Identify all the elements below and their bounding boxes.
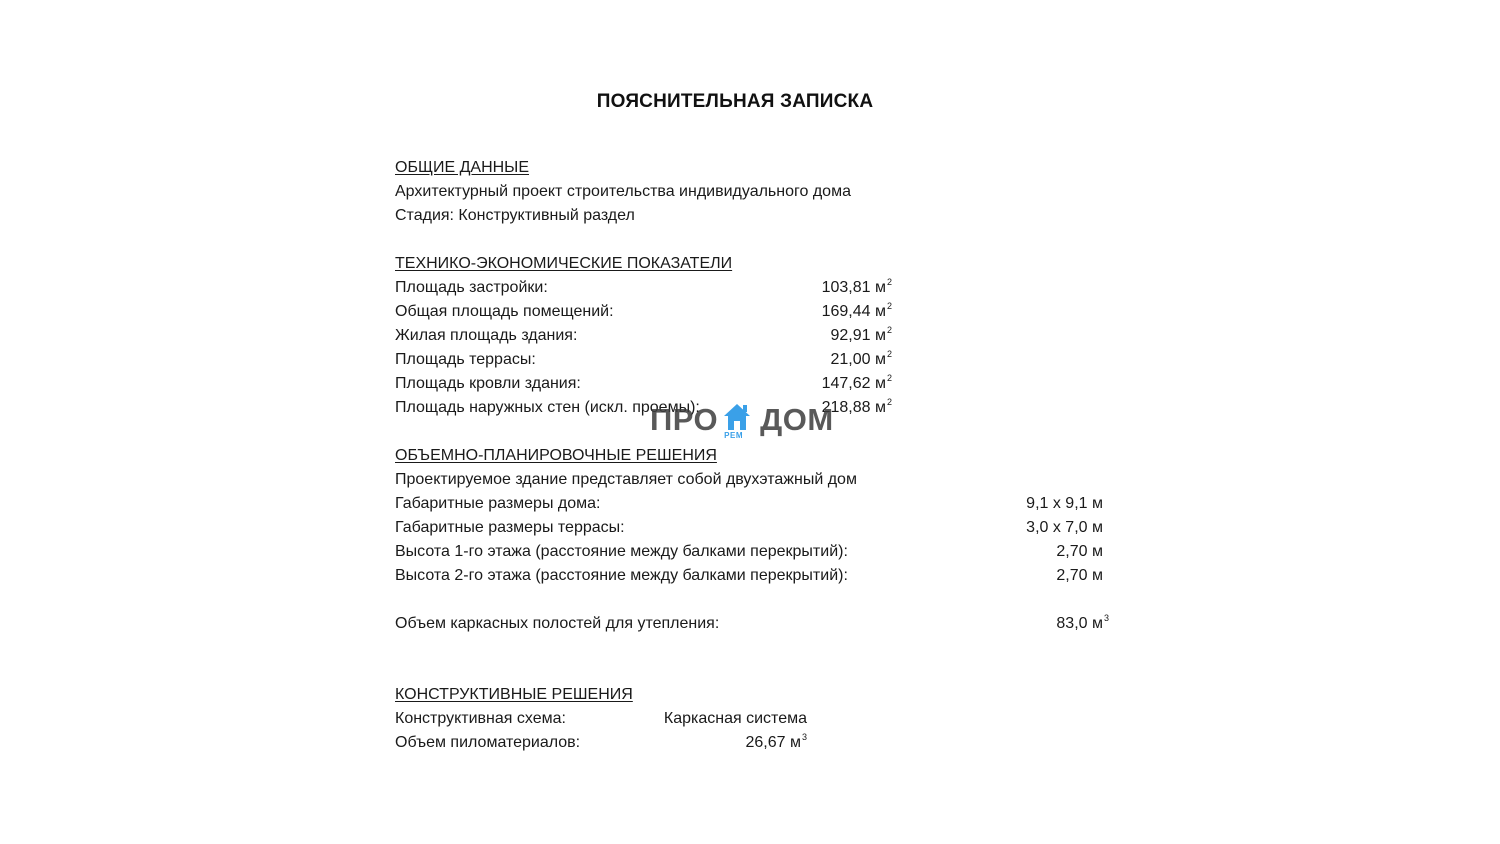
construction-label: Объем пиломатериалов:: [395, 734, 581, 751]
volume-value: 83,0 $м^3$: [1056, 613, 1109, 632]
general-line: Стадия: Конструктивный раздел: [395, 207, 635, 224]
planning-label: Высота 2-го этажа (расстояние между балками перекрытий):: [395, 567, 848, 584]
watermark-small-text: РЕМ: [724, 431, 744, 440]
indicator-value: 147,62 $м^2$: [821, 373, 892, 392]
planning-label: Высота 1-го этажа (расстояние между балками перекрытий):: [395, 543, 848, 560]
indicator-label: Площадь наружных стен (искл. проемы):: [395, 399, 700, 416]
section-heading-general: ОБЩИЕ ДАННЫЕ: [395, 159, 530, 176]
watermark-text-left: ПРО: [650, 402, 719, 437]
construction-value: 26,67 $м^3$: [745, 732, 807, 751]
planning-value: 9,1 x 9,1 м: [1026, 495, 1103, 512]
indicator-value: 103,81 $м^2$: [821, 277, 892, 296]
indicator-label: Площадь террасы:: [395, 351, 536, 368]
indicator-value: 218,88 $м^2$: [821, 397, 892, 416]
planning-value: 2,70 м: [1056, 543, 1103, 560]
volume-label: Объем каркасных полостей для утепления:: [395, 615, 720, 632]
watermark-text-right: ДОМ: [760, 402, 834, 437]
indicator-value: 169,44 $м^2$: [821, 301, 892, 320]
indicator-label: Площадь кровли здания:: [395, 375, 581, 392]
indicator-label: Жилая площадь здания:: [395, 327, 578, 344]
planning-value: 2,70 м: [1056, 567, 1103, 584]
construction-label: Конструктивная схема:: [395, 710, 566, 727]
section-heading-construction: КОНСТРУКТИВНЫЕ РЕШЕНИЯ: [395, 686, 633, 703]
indicator-value: 21,00 $м^2$: [830, 349, 892, 368]
construction-value: Каркасная система: [663, 710, 807, 727]
planning-label: Габаритные размеры террасы:: [395, 519, 625, 536]
planning-intro: Проектируемое здание представляет собой двухэтажный дом: [395, 471, 857, 488]
house-icon: [720, 402, 754, 442]
planning-label: Габаритные размеры дома:: [395, 495, 601, 512]
planning-value: 3,0 x 7,0 м: [1026, 519, 1103, 536]
section-heading-planning: ОБЪЕМНО-ПЛАНИРОВОЧНЫЕ РЕШЕНИЯ: [395, 447, 717, 464]
section-heading-indicators: ТЕХНИКО-ЭКОНОМИЧЕСКИЕ ПОКАЗАТЕЛИ: [395, 255, 733, 272]
indicator-label: Площадь застройки:: [395, 279, 548, 296]
general-line: Архитектурный проект строительства индивидуального дома: [395, 183, 851, 200]
document-title: ПОЯСНИТЕЛЬНАЯ ЗАПИСКА: [596, 91, 874, 112]
indicator-value: 92,91 $м^2$: [830, 325, 892, 344]
indicator-label: Общая площадь помещений:: [395, 303, 614, 320]
